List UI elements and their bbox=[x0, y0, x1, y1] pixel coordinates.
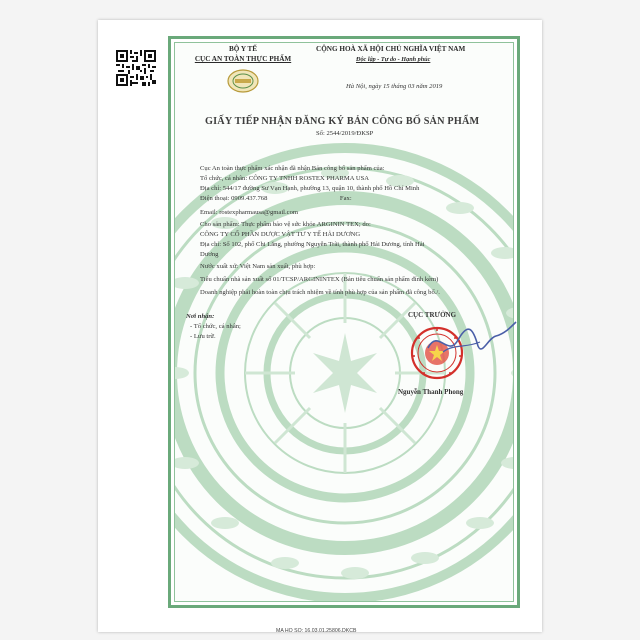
handwritten-signature bbox=[418, 318, 518, 366]
national-motto: Độc lập - Tự do - Hạnh phúc bbox=[356, 56, 431, 63]
recipient-item: - Tổ chức, cá nhân; bbox=[190, 323, 241, 330]
body-line: Dương bbox=[200, 251, 219, 258]
body-line: Tổ chức, cá nhân: CÔNG TY TNHH ROSTEX PHARMA USA bbox=[200, 175, 370, 182]
body-line: CÔNG TY CỔ PHẦN DƯỢC VẬT TƯ Y TẾ HẢI DƯƠNG bbox=[200, 231, 361, 238]
recipients-heading: Nơi nhận: bbox=[186, 313, 215, 320]
food-safety-logo bbox=[226, 68, 260, 94]
body-line: Địa chỉ: 544/17 đường Sư Vạn Hạnh, phường 13, quận 10, thành phố Hồ Chí Minh bbox=[200, 185, 420, 192]
dossier-code: MA HO SO: 16.03.01.25806.DKCB bbox=[276, 628, 357, 634]
body-line: Email: rostexpharmausa@gmail.com bbox=[200, 209, 298, 216]
signer-title: CỤC TRƯỞNG bbox=[408, 311, 457, 319]
body-line: Cục An toàn thực phẩm xác nhận đã nhận Bản công bố sản phẩm của: bbox=[200, 165, 385, 172]
document-title: GIẤY TIẾP NHẬN ĐĂNG KÝ BẢN CÔNG BỐ SẢN PHẨM bbox=[205, 116, 480, 127]
body-line: Nước xuất xứ: Việt Nam sản xuất, phù hợp: bbox=[200, 263, 316, 270]
body-line: Địa chỉ: Số 102, phố Chi Lăng, phường Nguyễn Trãi, thành phố Hải Dương, tỉnh Hải bbox=[200, 241, 425, 248]
issue-date: Hà Nội, ngày 15 tháng 03 năm 2019 bbox=[346, 83, 443, 90]
body-line: Cho sản phẩm: Thực phẩm bảo vệ sức khỏe ARGININ TEX; do: bbox=[200, 221, 371, 228]
national-title: CỘNG HOÀ XÃ HỘI CHỦ NGHĨA VIỆT NAM bbox=[316, 45, 466, 53]
agency-name: CỤC AN TOÀN THỰC PHẨM bbox=[194, 55, 292, 63]
document-number: Số: 2544/2019/ĐKSP bbox=[316, 130, 374, 137]
qr-code-icon bbox=[116, 50, 156, 86]
recipient-item: - Lưu trữ. bbox=[190, 333, 216, 340]
ministry-name: BỘ Y TẾ bbox=[228, 45, 258, 53]
body-line: Điện thoại: 0909.437.768 Fax: bbox=[200, 195, 352, 202]
signer-name: Nguyễn Thanh Phong bbox=[398, 388, 464, 396]
body-line: Tiêu chuẩn nhà sản xuất số 01/TCSP/ARGININTEX (Bản tiêu chuẩn sản phẩm đính kèm) bbox=[200, 276, 439, 283]
body-line: Doanh nghiệp phải hoàn toàn chịu trách nhiệm về tính phù hợp của sản phẩm đã công bố./. bbox=[200, 289, 440, 296]
